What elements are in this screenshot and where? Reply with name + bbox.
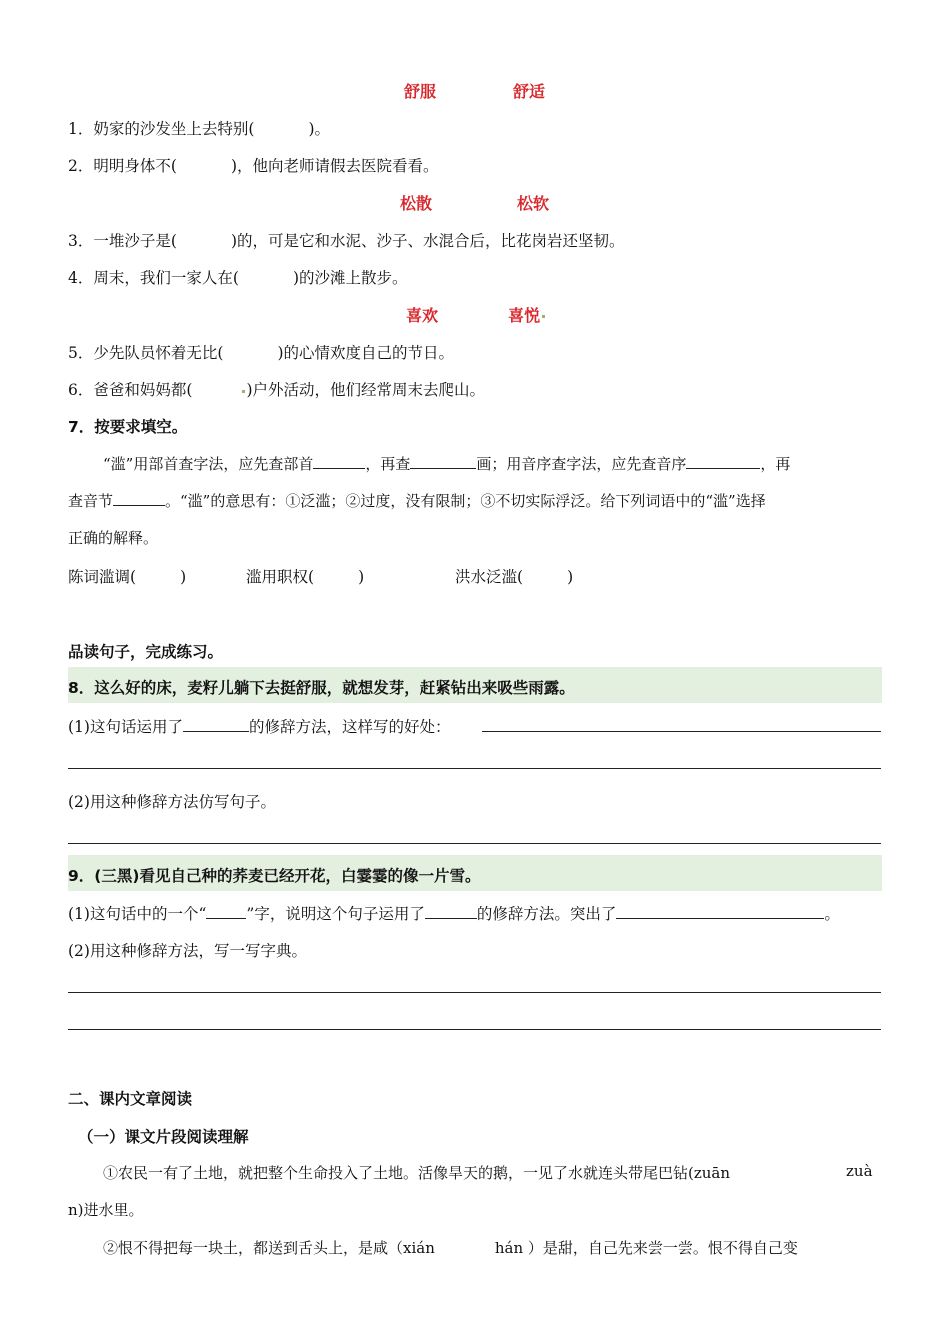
answer-line[interactable] <box>68 768 881 769</box>
q8-part-2: (2)用这种修辞方法仿写句子。 <box>68 793 276 811</box>
paragraph-1-line-1: ①农民一有了土地，就把整个生命投入了土地。活像旱天的鹅，一见了水就连头带尾巴钻(zuān <box>103 1164 731 1182</box>
paragraph-1-pinyin: zuà <box>846 1162 873 1180</box>
blank[interactable] <box>686 454 760 469</box>
paragraph-2-line-1: ②恨不得把每一块土，都送到舌头上，是咸（xián hán ）是甜，自己先来尝一尝。恨不得自己变 <box>103 1239 798 1257</box>
paragraph-1-line-2: n)进水里。 <box>68 1201 144 1219</box>
answer-line[interactable] <box>482 731 881 732</box>
part-2-subheading: （一）课文片段阅读理解 <box>78 1128 249 1146</box>
question-9-stem: 9．(三黑)看见自己种的荞麦已经开花，白霎霎的像一片雪。 <box>68 867 481 885</box>
word-option: 喜欢 <box>406 306 439 325</box>
answer-line[interactable] <box>68 843 881 844</box>
blank[interactable] <box>425 904 477 919</box>
question-6: 6．爸爸和妈妈都( )户外活动，他们经常周末去爬山。 <box>68 381 485 399</box>
question-8-stem: 8．这么好的床，麦籽儿躺下去挺舒服，就想发芽，赶紧钻出来吸些雨露。 <box>68 679 575 697</box>
q9-part-1: (1)这句话中的一个“ ”字，说明这个句子运用了 的修辞方法。突出了 。 <box>68 905 840 923</box>
question-4: 4．周末，我们一家人在( )的沙滩上散步。 <box>68 269 408 287</box>
question-7-title: 7．按要求填空。 <box>68 418 188 436</box>
speck-mark <box>242 390 245 393</box>
answer-line[interactable] <box>68 992 881 993</box>
section-heading: 品读句子，完成练习。 <box>68 643 224 661</box>
word-option: 舒服 <box>404 82 437 101</box>
blank[interactable] <box>113 491 165 506</box>
blank[interactable] <box>616 904 824 919</box>
q7-line-2: 查音节 。“滥”的意思有：①泛滥；②过度，没有限制；③不切实际浮泛。给下列词语中的“滥”选择 <box>68 492 766 510</box>
question-5: 5．少先队员怀着无比( )的心情欢度自己的节日。 <box>68 344 454 362</box>
q7-line-1: “滥”用部首查字法，应先查部首 ，再查 画；用音序查字法，应先查音序 ，再 <box>103 455 791 473</box>
speck-mark <box>542 315 545 318</box>
answer-line[interactable] <box>68 1029 881 1030</box>
question-3: 3．一堆沙子是( )的，可是它和水泥、沙子、水混合后，比花岗岩还坚韧。 <box>68 232 625 250</box>
blank[interactable] <box>206 904 246 919</box>
q7-term-1: 陈词滥调( ) <box>68 568 187 586</box>
q8-part-1: (1)这句话运用了 的修辞方法，这样写的好处： <box>68 718 451 736</box>
question-2: 2．明明身体不( )，他向老师请假去医院看看。 <box>68 157 439 175</box>
word-option: 喜悦 <box>508 303 545 326</box>
q7-line-3: 正确的解释。 <box>68 529 159 547</box>
q7-term-3: 洪水泛滥( ) <box>455 568 574 586</box>
blank[interactable] <box>410 454 476 469</box>
q7-term-2: 滥用职权( ) <box>246 568 365 586</box>
blank[interactable] <box>183 717 249 732</box>
word-option: 松软 <box>517 194 550 213</box>
part-2-heading: 二、课内文章阅读 <box>68 1090 193 1108</box>
word-option: 松散 <box>400 194 433 213</box>
blank[interactable] <box>313 454 365 469</box>
q9-part-2: (2)用这种修辞方法，写一写字典。 <box>68 942 307 960</box>
word-option: 舒适 <box>513 82 546 101</box>
question-1: 1．奶家的沙发坐上去特别( )。 <box>68 120 330 138</box>
